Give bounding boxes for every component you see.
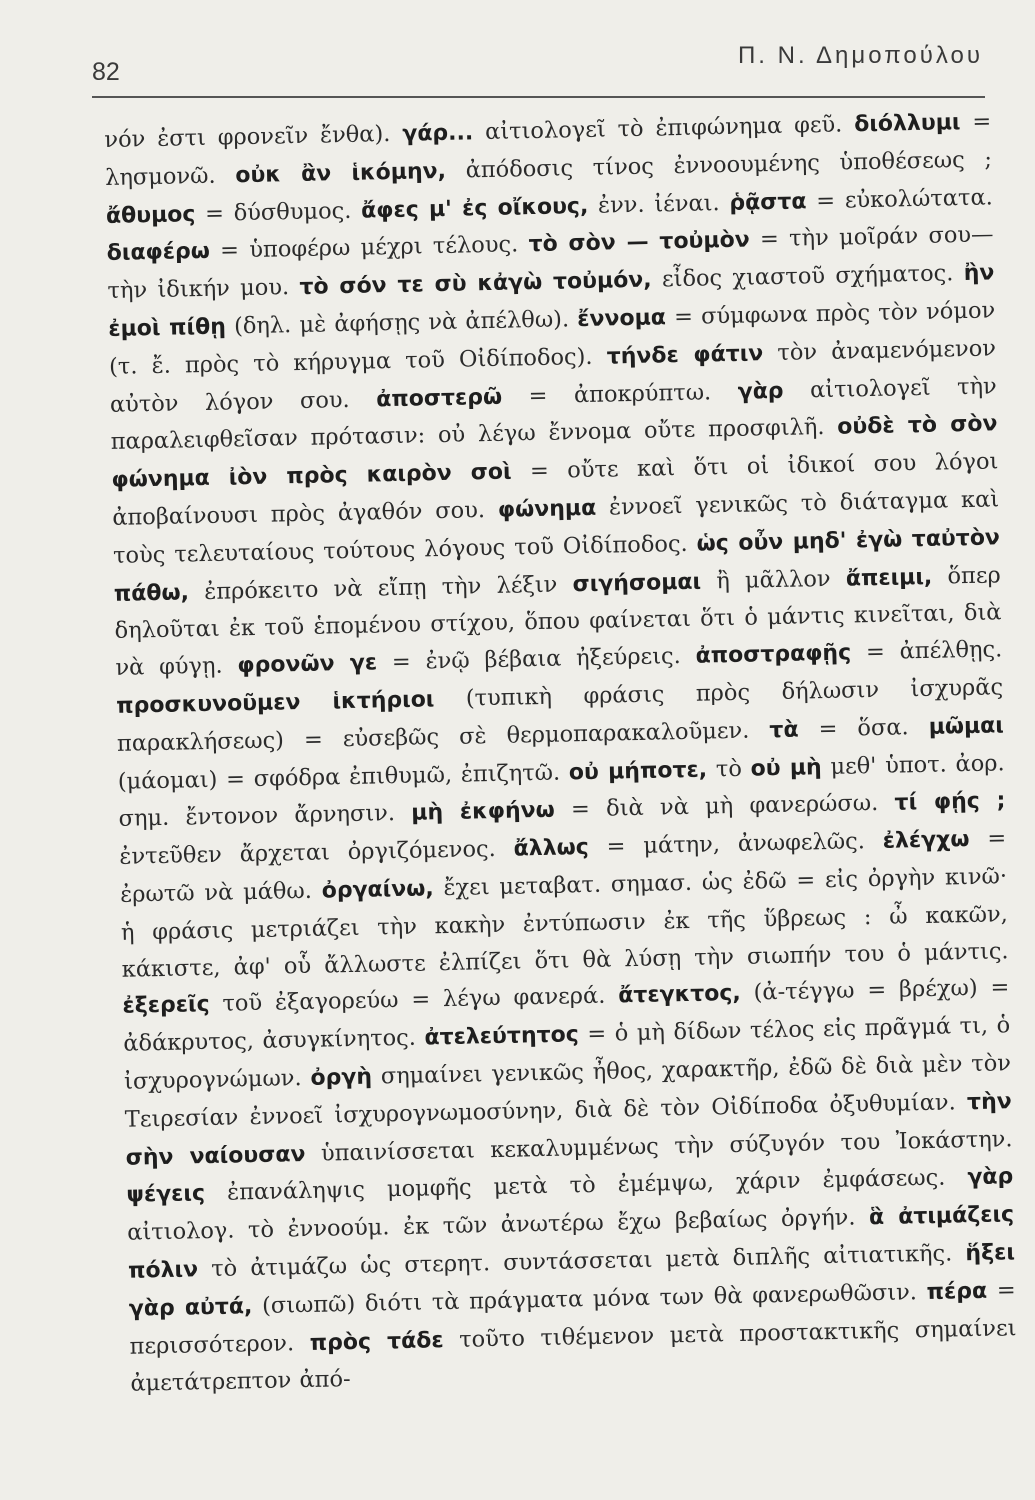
commentary-segment: (τυπικὴ φράσις πρὸς δήλωσιν ἰσχυρᾶς παρακλήσεως) = εὐσεβῶς σὲ θερμοπαρακαλοῦμεν. <box>116 674 1004 757</box>
commentary-segment: αἰτιολογεῖ τὸ ἐπιφώνημα φεῦ. <box>472 111 855 146</box>
lemma-term: σιγήσομαι <box>572 569 702 597</box>
commentary-segment: = λησμονῶ. <box>104 108 992 191</box>
lemma-term: ἐλέγχω <box>882 827 970 854</box>
lemma-term: διόλλυμι <box>853 110 961 138</box>
commentary-segment: = ὁ μὴ δίδων τέλος εἰς πρᾶγμά τι, ὁ ἰσχυρογνώμων. <box>123 1012 1011 1095</box>
lemma-term: φρονῶν γε <box>237 650 378 679</box>
commentary-segment: ἐννοεῖ γενικῶς τὸ διάταγμα καὶ τοὺς τελευταίους τούτους λόγους τοῦ Οἰδίποδος. <box>112 486 1000 569</box>
lemma-term: προσκυνοῦμεν ἱκτήριοι <box>115 687 435 719</box>
lemma-term: πέρα <box>926 1278 988 1305</box>
commentary-text <box>104 103 1018 1402</box>
lemma-term: ἔννομα <box>577 305 667 333</box>
lemma-term: ὡς οὖν μηδ' ἐγὼ ταὐτὸν πάθω, <box>113 525 1001 607</box>
lemma-term: ῥᾷστα <box>729 188 807 216</box>
lemma-term: ἄφες μ' ἐς οἴκους, <box>360 193 589 224</box>
lemma-term: ἀποστερῶ <box>375 384 503 412</box>
commentary-segment: ἐντεῦθεν ἄρχεται ὀργιζόμενος. <box>119 835 514 870</box>
commentary-segment: = εὐκολώτατα. <box>806 184 994 214</box>
lemma-term: τὰ <box>769 717 799 743</box>
commentary-segment: (μάομαι) = σφόδρα ἐπιθυμῶ, ἐπιζητῶ. <box>117 758 570 795</box>
lemma-term: γὰρ <box>737 378 784 405</box>
lemma-term: μῶμαι <box>928 713 1005 740</box>
lemma-term: τὸ σόν τε σὺ κἀγὼ τοὐμόν, <box>299 267 652 301</box>
commentary-segment: ἐπρόκειτο νὰ εἴπῃ τὴν λέξιν <box>188 570 573 605</box>
lemma-term: ἐξερεῖς <box>122 992 210 1020</box>
lemma-term: μὴ ἐκφήνω <box>411 798 556 827</box>
lemma-term: πρὸς τάδε <box>309 1327 444 1356</box>
commentary-segment: τοῦτο τιθέμενον μετὰ προστακτικῆς σημαίνει ἀμετάτρεπτον ἀπό- <box>130 1314 1017 1398</box>
lemma-term: οὐ μὴ <box>750 754 822 782</box>
lemma-term: οὐ μήποτε, <box>568 757 708 785</box>
commentary-segment: = τὴν μοῖράν σου—τὴν ἰδικήν μου. <box>107 221 994 305</box>
commentary-segment: (ἀ-τέγγω = βρέχω) = ἀδάκρυτος, ἀσυγκίνητος. <box>123 974 1010 1057</box>
commentary-segment: τὸ ἀτιμάζω ὡς στερητ. συντάσσεται μετὰ διπλῆς αἰτιατικῆς. <box>197 1240 966 1283</box>
running-head: Π. Ν. Δημοπούλου <box>737 42 983 69</box>
lemma-term: οὐδὲ τὸ σὸν φώνημα ἰὸν πρὸς καιρὸν σοὶ <box>111 411 998 494</box>
lemma-term: γάρ... <box>402 120 474 147</box>
commentary-segment: ἔχει μεταβατ. σημασ. ὡς ἐδῶ = εἰς ὀργὴν κινῶ· ἡ φράσις μετριάζει τὴν κακὴν ἐντύπωσιν ἐκ τῆς ὕβρεως : ὦ κακῶν, κάκιστε, ἀφ' οὗ ἄλλωστε ἐλπίζει ὅτι θὰ λύσῃ τὴν σιωπήν του ὁ μάντις. <box>120 863 1009 983</box>
commentary-segment: τὸ <box>706 755 751 783</box>
commentary-segment: τὸν ἀναμενόμενον αὐτὸν λόγον σου. <box>109 335 997 418</box>
commentary-segment: μεθ' ὑποτ. ἀορ. σημ. ἔντονον ἄρνησιν. <box>118 749 1005 833</box>
commentary-segment: ὅπερ δηλοῦται ἐκ τοῦ ἑπομένου στίχου, ὅπου φαίνεται ὅτι ὁ μάντις κινεῖται, διὰ νὰ φύγῃ. <box>114 561 1002 682</box>
commentary-segment: = ἀπέλθῃς. <box>850 636 1003 666</box>
commentary-segment: (δηλ. μὲ ἀφήσῃς νὰ ἀπέλθω). <box>225 306 578 340</box>
lemma-term: διαφέρω <box>106 239 211 267</box>
page-number: 82 <box>92 58 120 86</box>
lemma-term: φώνημα <box>497 495 597 523</box>
commentary-segment: = οὔτε καὶ ὅτι οἱ ἰδικοί σου λόγοι ἀποβαίνουσι πρὸς ἀγαθόν σου. <box>112 448 999 531</box>
commentary-segment: = ὅσα. <box>798 713 929 743</box>
lemma-term: ὀργαίνω, <box>321 876 434 904</box>
lemma-term: τὸ σὸν — τοὐμὸν <box>528 227 750 258</box>
commentary-segment: = ἐνῷ βέβαια ἠξεύρεις. <box>376 642 696 676</box>
commentary-segment: = ἀποκρύπτω. <box>501 378 738 410</box>
commentary-segment: = μάτην, ἀνωφελῶς. <box>588 827 884 861</box>
lemma-term: γὰρ <box>967 1164 1014 1191</box>
commentary-segment: ὑπαινίσσεται κεκαλυμμένως τὴν σύζυγόν του Ἰοκάστην. <box>305 1125 1013 1167</box>
header-rule <box>92 96 985 98</box>
lemma-term: τήνδε φάτιν <box>606 341 764 370</box>
lemma-term: ἄτεγκτος, <box>617 981 742 1009</box>
lemma-term: τὴν σὴν ναίουσαν <box>125 1088 1012 1171</box>
commentary-segment: = σύμφωνα πρὸς τὸν νόμον (τ. ἔ. πρὸς τὸ κήρυγμα τοῦ Οἰδίποδος). <box>108 297 996 380</box>
commentary-segment: = ἐρωτῶ νὰ μάθω. <box>119 825 1007 908</box>
lemma-term: ψέγεις <box>126 1181 206 1209</box>
commentary-segment: ἐνν. ἰέναι. <box>588 189 730 219</box>
commentary-segment: = περισσότερον. <box>129 1276 1016 1360</box>
commentary-segment: τοῦ ἐξαγορεύω = λέγω φανερά. <box>209 982 619 1018</box>
lemma-term: ἃ ἀτιμάζεις πόλιν <box>127 1202 1015 1284</box>
lemma-term: ἄθυμος <box>105 201 196 229</box>
lemma-term: ἄλλως <box>513 835 590 862</box>
commentary-segment: ἀπόδοσις τίνος ἐννοουμένης ὑποθέσεως ; <box>445 146 993 184</box>
commentary-segment: εἶδος χιαστοῦ σχήματος. <box>651 260 964 293</box>
lemma-term: ἀτελεύτητος <box>424 1022 580 1051</box>
commentary-segment: = διὰ νὰ μὴ φανερώσω. <box>554 789 895 824</box>
commentary-segment: αἰτιολογ. τὸ ἐννοούμ. ἐκ τῶν ἀνωτέρω ἔχω βεβαίως ὀργήν. <box>126 1204 870 1246</box>
lemma-term: ἄπειμι, <box>845 564 933 592</box>
commentary-segment: αἰτιολογεῖ τὴν παραλειφθεῖσαν πρότασιν: οὐ λέγω ἔννομα οὔτε προσφιλῆ. <box>110 372 997 456</box>
lemma-term: ἥξει γὰρ αὐτά, <box>128 1240 1016 1322</box>
lemma-term: τί φῄς ; <box>894 788 1006 816</box>
lemma-term: ὀργὴ <box>310 1064 373 1091</box>
lemma-term: οὐκ ἂν ἱκόμην, <box>235 158 447 189</box>
lemma-term: ἢν ἐμοὶ πίθῃ <box>108 260 995 342</box>
lemma-term: ἀποστραφῇς <box>695 640 852 669</box>
commentary-segment: σημαίνει γενικῶς ἦθος, χαρακτῆρ, ἐδῶ δὲ διὰ μὲν τὸν Τειρεσίαν ἐννοεῖ ἰσχυρογνωμοσύνην, διὰ δὲ τὸν Οἰδίποδα ὀξυθυμίαν. <box>124 1050 1012 1133</box>
commentary-segment: ἢ μᾶλλον <box>700 565 847 595</box>
commentary-segment: ἐπανάληψις μομφῆς μετὰ τὸ ἐμέμψω, χάριν ἐμφάσεως. <box>204 1164 968 1207</box>
commentary-segment: (σιωπῶ) διότι τὰ πράγματα μόνα των θὰ φανερωθῶσιν. <box>252 1278 927 1319</box>
commentary-segment: νόν ἐστι φρονεῖν ἔνθα). <box>104 120 403 153</box>
commentary-segment: = δύσθυμος. <box>195 197 362 227</box>
commentary-segment: = ὑποφέρω μέχρι τέλους. <box>209 231 529 265</box>
